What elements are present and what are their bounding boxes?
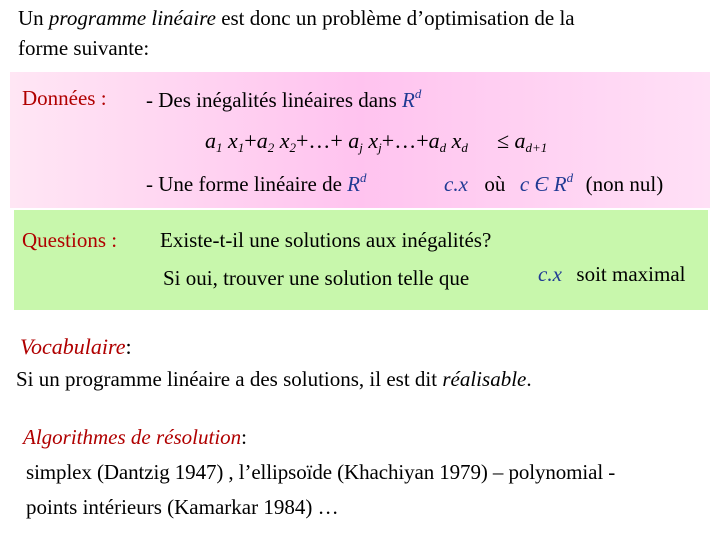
set-r: $R^d$ [402,86,422,112]
algos-line-1: simplex (Dantzig 1947) , l’ellipsoïde (Khachiyan 1979) – polynomial - [26,460,616,484]
intro-line-2: forme suivante: [18,36,150,60]
algos-line-2: points intérieurs (Kamarkar 1984) … [26,495,339,519]
questions-box [14,210,708,310]
intro-emphasis: programme linéaire [48,6,216,30]
question-2: Si oui, trouver une solution telle que [163,266,470,290]
inequality-formula: $a_1$ $x_1+a_2$ $x_2+\dots+ a_j$ $x_j+\dots+a_d$ $x_d \le a_{d+1}$ [205,128,548,155]
algos-title: Algorithmes de résolution: [23,425,247,449]
vocab-text: Si un programme linéaire a des solutions, il est dit réalisable. [16,367,532,391]
donnees-item-2: - Une forme linéaire de $R^d$ [146,170,367,196]
set-r-2: $R^d$ [347,170,367,196]
intro-line-1: Un programme linéaire est donc un problème d’optimisation de la [18,6,575,30]
donnees-item-1: - Des inégalités linéaires dans $R^d$ [146,86,422,112]
question-1: Existe-t-il une solutions aux inégalités? [160,228,492,252]
questions-label: Questions : [22,228,118,252]
donnees-label: Données : [22,86,107,110]
linear-form-expr: c.x où c Є $R^d$ (non nul) [444,170,664,196]
question-2-end: c.x soit maximal [538,262,686,286]
vocab-title: Vocabulaire: [20,334,132,359]
